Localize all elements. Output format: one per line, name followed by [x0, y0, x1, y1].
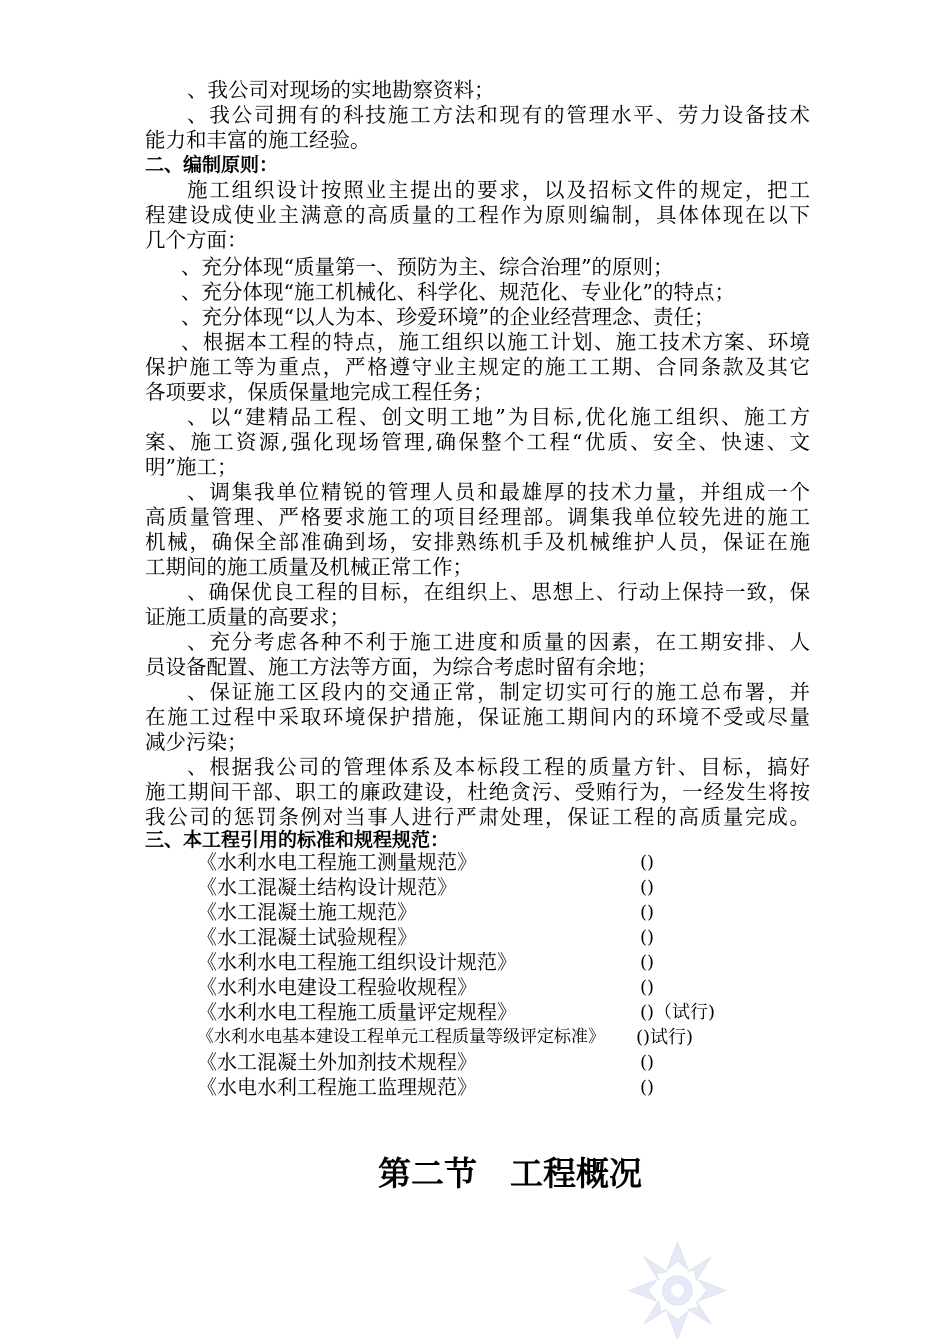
body-line: 工期间的施工质量及机械正常工作；	[145, 555, 473, 579]
body-line: 、保证施工区段内的交通正常，制定切实可行的施工总布署，并	[187, 680, 810, 704]
intro-line: 、我公司拥有的科技施工方法和现有的管理水平、劳力设备技术	[187, 103, 810, 127]
principle-point: 、充分体现“施工机械化、科学化、规范化、专业化”的特点；	[181, 280, 735, 304]
standard-title: 《水利水电工程施工质量评定规程》	[197, 1000, 517, 1024]
standard-code: ()（试行)	[640, 1002, 716, 1023]
body-line: 明”施工；	[145, 455, 238, 479]
standard-code: ()	[640, 977, 655, 998]
standard-title: 《水工混凝土结构设计规范》	[197, 875, 457, 899]
section-heading-principles: 二、编制原则：	[145, 154, 279, 176]
standard-title: 《水工混凝土外加剂技术规程》	[197, 1050, 477, 1074]
standard-code: ()	[640, 927, 655, 948]
body-line: 高质量管理、严格要求施工的项目经理部。调集我单位较先进的施工	[145, 505, 810, 529]
standard-title: 《水工混凝土施工规范》	[197, 900, 417, 924]
body-line: 在施工过程中采取环境保护措施，保证施工期间内的环境不受或尽量	[145, 705, 810, 729]
section-heading-standards: 三、本工程引用的标准和规程规范：	[145, 829, 450, 851]
body-line: 保护施工等为重点，严格遵守业主规定的施工工期、合同条款及其它	[145, 355, 810, 379]
principle-point: 、充分体现“质量第一、预防为主、综合治理”的原则；	[181, 255, 674, 279]
body-line: 、以“建精品工程、创文明工地”为目标,优化施工组织、施工方	[187, 405, 810, 429]
paragraph-line: 几个方面：	[145, 228, 248, 252]
intro-line: 能力和丰富的施工经验。	[145, 128, 371, 152]
body-line: 减少污染；	[145, 730, 248, 754]
body-line: 施工期间干部、职工的廉政建设，杜绝贪污、受贿行为，一经发生将按	[145, 780, 810, 804]
body-line: 、确保优良工程的目标，在组织上、思想上、行动上保持一致，保	[187, 580, 810, 604]
standard-code: ()	[640, 1052, 655, 1073]
snowflake-watermark-icon	[625, 1238, 730, 1343]
body-line: 、调集我单位精锐的管理人员和最雄厚的技术力量，并组成一个	[187, 480, 810, 504]
standard-title: 《水利水电工程施工组织设计规范》	[197, 950, 517, 974]
standard-code: ()	[640, 902, 655, 923]
standard-title: 《水电水利工程施工监理规范》	[197, 1075, 477, 1099]
body-line: 机械，确保全部准确到场，安排熟练机手及机械维护人员，保证在施	[145, 530, 810, 554]
standard-title: 《水工混凝土试验规程》	[197, 925, 417, 949]
body-line: 案、施工资源,强化现场管理,确保整个工程“优质、安全、快速、文	[145, 430, 810, 454]
body-line: 我公司的惩罚条例对当事人进行严肃处理，保证工程的高质量完成。	[145, 805, 810, 829]
standard-code: ()	[640, 852, 655, 873]
section-title: 第二节 工程概况	[378, 1154, 642, 1193]
standard-code: ()	[640, 952, 655, 973]
standard-title: 《水利水电基本建设工程单元工程质量等级评定标准》	[197, 1027, 605, 1047]
standard-title: 《水利水电建设工程验收规程》	[197, 975, 477, 999]
body-line: 各项要求，保质保量地完成工程任务；	[145, 380, 494, 404]
body-line: 员设备配置、施工方法等方面，为综合考虑时留有余地；	[145, 655, 658, 679]
principle-point: 、充分体现“以人为本、珍爱环境”的企业经营理念、责任；	[181, 305, 715, 329]
standard-code: ()	[640, 1077, 655, 1098]
body-line: 、充分考虑各种不利于施工进度和质量的因素，在工期安排、人	[187, 630, 810, 654]
standard-code: ()	[640, 877, 655, 898]
body-line: 证施工质量的高要求；	[145, 605, 350, 629]
intro-line: 、我公司对现场的实地勘察资料；	[187, 78, 495, 102]
standard-code: ()试行)	[636, 1027, 694, 1048]
paragraph-line: 施工组织设计按照业主提出的要求，以及招标文件的规定，把工	[187, 178, 810, 202]
paragraph-line: 程建设成使业主满意的高质量的工程作为原则编制，具体体现在以下	[145, 203, 810, 227]
body-line: 、根据我公司的管理体系及本标段工程的质量方针、目标，搞好	[187, 755, 810, 779]
body-line: 、根据本工程的特点，施工组织以施工计划、施工技术方案、环境	[181, 330, 810, 354]
standard-title: 《水利水电工程施工测量规范》	[197, 850, 477, 874]
